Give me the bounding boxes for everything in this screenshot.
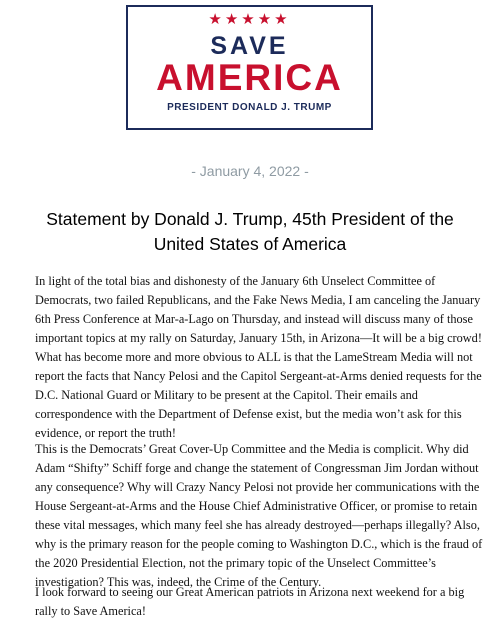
statement-paragraph: I look forward to seeing our Great American patriots in Arizona next weekend for a big rally to Save America! (35, 585, 465, 618)
statement-title: Statement by Donald J. Trump, 45th President of the United States of America (46, 209, 454, 254)
logo-president-text: PRESIDENT DONALD J. TRUMP (167, 102, 332, 113)
logo-save-text: SAVE (210, 32, 289, 60)
statement-paragraph: This is the Democrats’ Great Cover-Up Committee and the Media is complicit. Why did Adam “Shifty” Schiff forge and change the statement of Congressman Jim Jordan without any consequence? Why will Crazy Nancy Pelosi not provide her communications with the House Sergeant-at-Arms and the House Chief Administrative Officer, or promise to retain these vital messages, which many feel she has already destroyed—perhaps illegally? Also, why is the primary reason for the people coming to Washington D.C., which is the fraud of the 2020 Presidential Election, not the primary topic of the Unselect Committee’s investigation? This was, indeed, the Crime of the Century. (35, 442, 483, 589)
logo-america-text: AMERICA (156, 57, 343, 98)
save-america-logo (126, 5, 373, 130)
statement-paragraph: In light of the total bias and dishonesty of the January 6th Unselect Committee of Democrats, two failed Republicans, and the Fake News Media, I am canceling the January 6th Press Conference at Mar-a-Lago on Thursday, and instead will discuss many of those important topics at my rally on Saturday, January 15th, in Arizona—It will be a big crowd! What has become more and more obvious to ALL is that the LameStream Media will not report the facts that Nancy Pelosi and the Capitol Sergeant-at-Arms denied requests for the D.C. National Guard or Military to be present at the Capitol. Their emails and correspondence with the Department of Defense exist, but the media won’t ask for this evidence, or report the truth! (35, 274, 482, 440)
stars-icon: ★★★★★ (208, 10, 291, 28)
statement-date: - January 4, 2022 - (191, 163, 309, 179)
